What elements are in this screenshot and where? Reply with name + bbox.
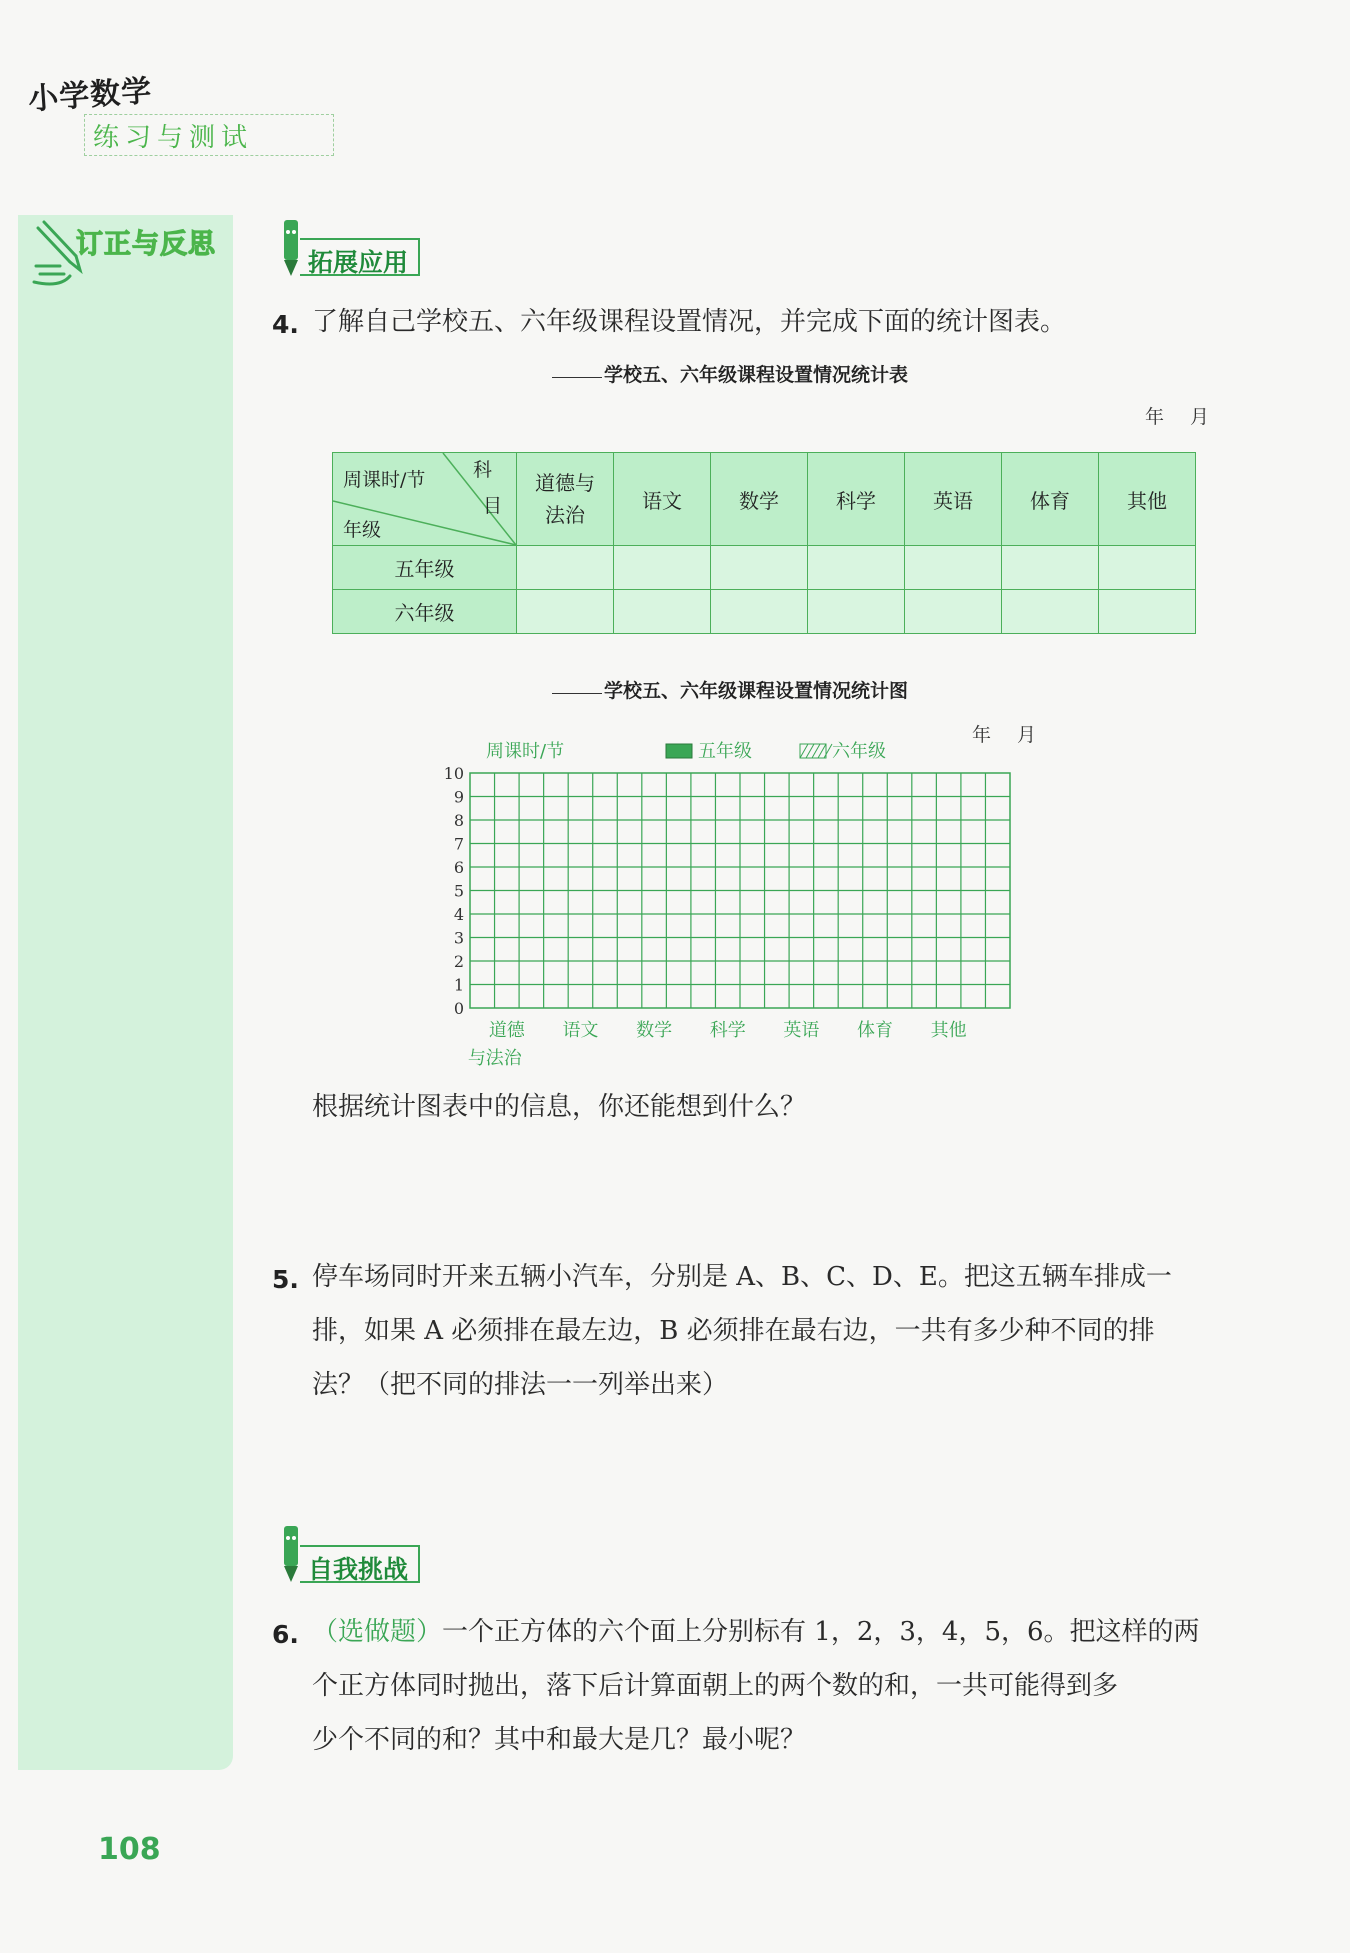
y-tick-label: 5 (453, 881, 464, 901)
y-tick-label: 8 (453, 811, 464, 830)
optional-hint: （选做题） (312, 1617, 443, 1647)
table-cell[interactable] (517, 546, 614, 590)
course-bar-chart[interactable] (420, 735, 1060, 1075)
school-name-blank[interactable] (552, 693, 602, 694)
subject-header: 数学 (711, 453, 808, 546)
question-5-line: 停车场同时开来五辆小汽车，分别是 A、B、C、D、E。把这五辆车排成一 (312, 1262, 1172, 1292)
series-subtitle-box (84, 114, 334, 156)
table-date[interactable]: 年 月 (1145, 406, 1210, 428)
y-tick-label: 3 (453, 928, 464, 948)
table-cell[interactable] (1002, 546, 1099, 590)
y-tick-label: 7 (453, 834, 464, 854)
x-category-label: 语文 (562, 1020, 599, 1041)
table-cell[interactable] (614, 546, 711, 590)
y-tick-label: 6 (453, 858, 464, 877)
y-tick-label: 9 (453, 787, 464, 807)
table-row (333, 590, 1196, 634)
question-5-text (312, 1250, 1232, 1412)
question-5-number: 5. (272, 1265, 299, 1294)
table-cell[interactable] (711, 590, 808, 634)
table-cell[interactable] (905, 546, 1002, 590)
school-name-blank[interactable] (552, 377, 602, 378)
subject-header: 道德与 法治 (517, 453, 614, 546)
y-tick-label: 10 (443, 764, 464, 783)
question-4-text: 了解自己学校五、六年级课程设置情况，并完成下面的统计图表。 (312, 307, 1067, 337)
legend-swatch-grade5 (666, 744, 692, 758)
course-stats-table (332, 452, 1196, 634)
correction-sidebar (18, 215, 233, 1770)
subject-header: 语文 (614, 453, 711, 546)
table-cell[interactable] (808, 590, 905, 634)
series-title: 小学数学 (27, 73, 154, 118)
question-5-line: 排，如果 A 必须排在最左边，B 必须排在最右边，一共有多少种不同的排 (312, 1316, 1155, 1346)
x-category-label: 数学 (636, 1020, 673, 1041)
table-cell[interactable] (517, 590, 614, 634)
subject-header: 科学 (808, 453, 905, 546)
table-cell[interactable] (614, 590, 711, 634)
subject-header: 其他 (1099, 453, 1196, 546)
y-tick-label: 2 (453, 952, 464, 971)
question-6-text (312, 1605, 1232, 1767)
question-5-line: 法？（把不同的排法一一列举出来） (312, 1370, 729, 1400)
page-number: 108 (98, 1832, 161, 1867)
table-cell[interactable] (1099, 546, 1196, 590)
corner-grade-label: 年级 (343, 519, 382, 541)
subject-header: 英语 (905, 453, 1002, 546)
corner-subject-label-2: 目 (483, 495, 503, 517)
y-axis-label: 周课时/节 (486, 741, 565, 762)
section-extend-title: 拓展应用 (300, 238, 420, 276)
x-category-label: 体育 (857, 1020, 893, 1041)
x-category-label: 道德与法治 (467, 1020, 525, 1069)
table-cell[interactable] (1099, 590, 1196, 634)
corner-subject-label: 科 (473, 459, 493, 481)
series-subtitle: 练习与测试 (93, 123, 254, 153)
table-row (333, 546, 1196, 590)
section-challenge-title: 自我挑战 (300, 1545, 420, 1583)
x-category-label: 科学 (709, 1020, 746, 1041)
legend-label-grade5: 五年级 (698, 741, 752, 762)
legend-label-grade6: 六年级 (832, 741, 886, 762)
chart-date[interactable]: 年 月 (972, 724, 1037, 746)
question-6-line: 一个正方体的六个面上分别标有 1，2，3，4，5，6。把这样的两 (442, 1617, 1200, 1647)
sidebar-title: 订正与反思 (76, 229, 216, 260)
table-cell[interactable] (711, 546, 808, 590)
grade-label: 五年级 (333, 546, 517, 590)
table-corner-cell (333, 453, 517, 546)
table-cell[interactable] (808, 546, 905, 590)
question-6-line: 少个不同的和？其中和最大是几？最小呢？ (312, 1725, 807, 1755)
y-tick-label: 0 (453, 999, 464, 1018)
subject-header: 体育 (1002, 453, 1099, 546)
grade-label: 六年级 (333, 590, 517, 634)
question-6-line: 个正方体同时抛出，落下后计算面朝上的两个数的和，一共可能得到多 (312, 1671, 1119, 1701)
table-cell[interactable] (1002, 590, 1099, 634)
question-6-number: 6. (272, 1620, 299, 1649)
y-tick-label: 4 (453, 905, 464, 924)
y-tick-label: 1 (453, 975, 464, 995)
x-category-label: 其他 (930, 1020, 967, 1041)
chart-caption: 学校五、六年级课程设置情况统计图 (552, 676, 908, 703)
table-cell[interactable] (905, 590, 1002, 634)
x-category-label: 英语 (783, 1020, 820, 1041)
table-caption: 学校五、六年级课程设置情况统计表 (552, 360, 908, 387)
question-4-followup: 根据统计图表中的信息，你还能想到什么？ (312, 1092, 807, 1122)
question-4-number: 4. (272, 310, 299, 339)
corner-hours-label: 周课时/节 (343, 469, 426, 491)
